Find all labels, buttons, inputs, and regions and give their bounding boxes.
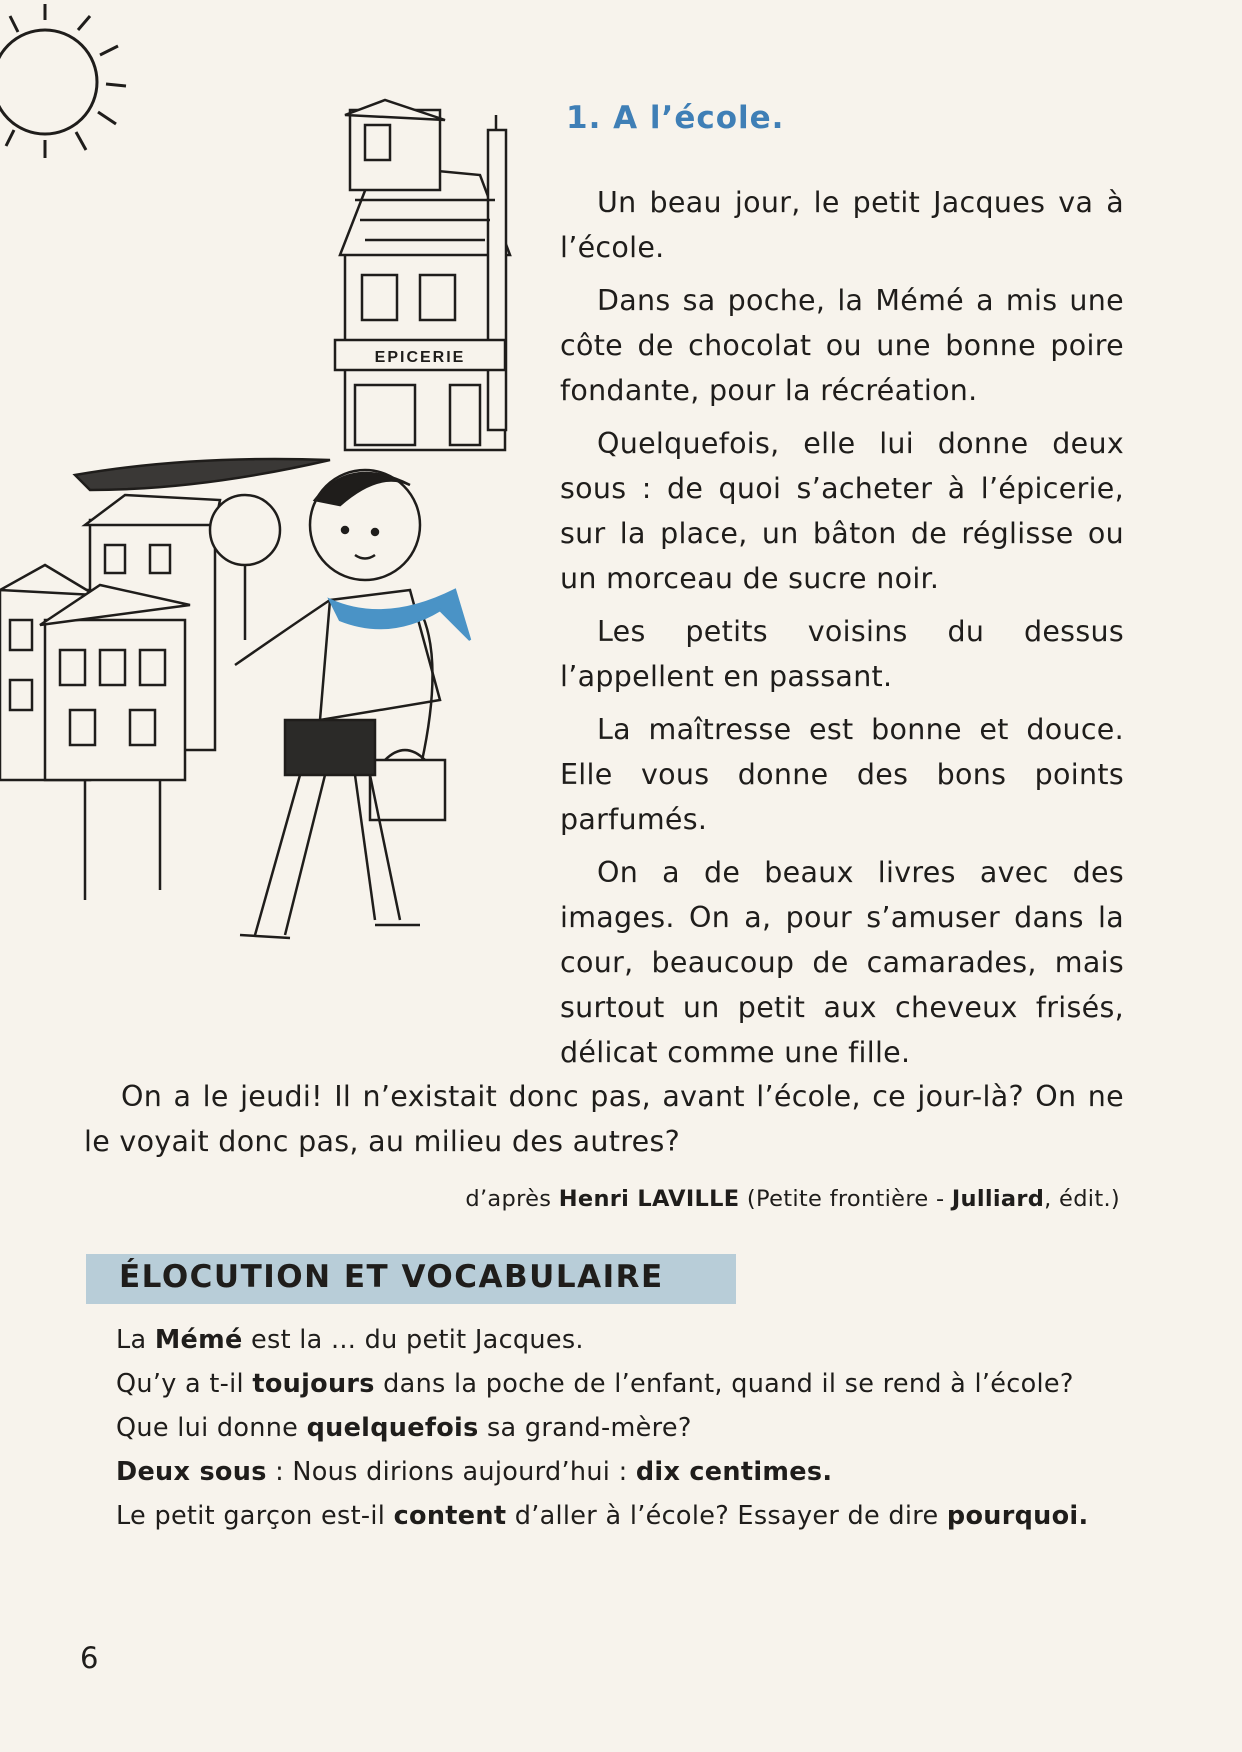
story-paragraph: Un beau jour, le petit Jacques va à l’école. [560, 186, 1124, 264]
story-paragraph: La maîtresse est bonne et douce. Elle vous donne des bons points parfumés. [560, 713, 1124, 836]
story-ending [84, 1074, 1124, 1164]
source-prefix: d’après [465, 1186, 552, 1212]
story-ending-paragraph: On a le jeudi! Il n’existait donc pas, avant l’école, ce jour-là? On ne le voyait donc pas, au milieu des autres? [84, 1080, 1124, 1158]
sun-drawing [0, 4, 126, 158]
grocery-shop-drawing [335, 100, 510, 450]
source-author: Henri LAVILLE [558, 1186, 740, 1212]
source-citation [465, 1186, 1120, 1212]
vocab-question: La Mémé est la ... du petit Jacques. [116, 1325, 584, 1355]
story-paragraph: Les petits voisins du dessus l’appellent en passant. [560, 615, 1124, 693]
story-paragraph: Dans sa poche, la Mémé a mis une côte de chocolat ou une bonne poire fondante, pour la récréation. [560, 284, 1124, 407]
village-houses-drawing [0, 459, 330, 900]
story-text [560, 180, 1124, 1083]
source-publisher: Julliard [951, 1186, 1045, 1212]
vocab-question: Le petit garçon est-il content d’aller à l’école? Essayer de dire pourquoi. [116, 1501, 1089, 1531]
vocab-question: Que lui donne quelquefois sa grand-mère? [116, 1413, 692, 1443]
source-book: (Petite frontière - [746, 1186, 945, 1212]
story-paragraph: On a de beaux livres avec des images. On a, pour s’amuser dans la cour, beaucoup de camarades, mais surtout un petit aux cheveux frisés, délicat comme une fille. [560, 856, 1124, 1069]
source-edition: , édit.) [1044, 1186, 1120, 1212]
lesson-title: 1. A l’école. [566, 100, 785, 136]
vocab-question: Qu’y a t-il toujours dans la poche de l’enfant, quand il se rend à l’école? [116, 1369, 1074, 1399]
page-number: 6 [80, 1641, 99, 1675]
section-title: ÉLOCUTION ET VOCABULAIRE [119, 1259, 664, 1295]
story-paragraph: Quelquefois, elle lui donne deux sous : de quoi s’acheter à l’épicerie, sur la place, un bâton de réglisse ou un morceau de sucre noir. [560, 427, 1124, 595]
vocab-question: Deux sous : Nous dirions aujourd’hui : dix centimes. [116, 1457, 833, 1487]
schoolboy-illustration [0, 0, 560, 960]
shop-sign-text: EPICERIE [374, 349, 466, 366]
vocabulary-questions [84, 1320, 1124, 1540]
